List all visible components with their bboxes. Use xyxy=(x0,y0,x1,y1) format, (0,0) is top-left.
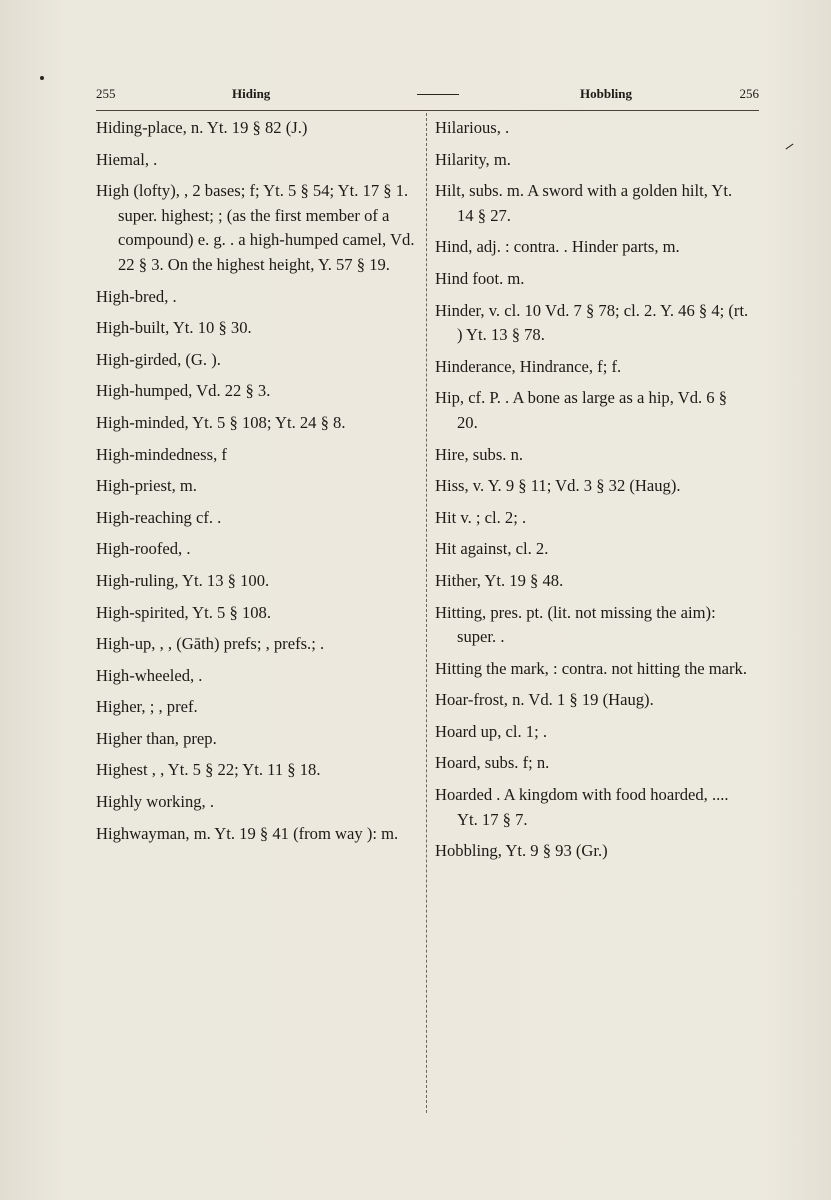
entry: Hoard, subs. f; n. xyxy=(435,753,550,773)
ink-dot xyxy=(40,76,44,80)
entry: Hitting the mark, : contra. not hitting the mark. xyxy=(435,658,747,678)
entry: Hit against, cl. 2. xyxy=(435,539,549,559)
entry: Hinderance, Hindrance, f; f. xyxy=(435,356,622,376)
entry: Highly working, . xyxy=(96,792,214,812)
entry: Hinder, v. cl. 10 Vd. 7 § 78; cl. 2. Y. 46 § 4; (rt. ) Yt. 13 § 78. xyxy=(435,300,749,345)
entry: Hither, Yt. 19 § 48. xyxy=(435,570,564,590)
page-number-right: 256 xyxy=(739,86,759,101)
header-dash xyxy=(417,94,459,95)
header-rule xyxy=(96,110,759,111)
entry: Hip, cf. P. . A bone as large as a hip, Vd. 6 § 20. xyxy=(435,388,728,432)
column-divider xyxy=(426,113,427,1113)
entry: High-minded, Yt. 5 § 108; Yt. 24 § 8. xyxy=(96,412,346,432)
page-number-left: 255 xyxy=(96,86,116,101)
entry: Hitting, pres. pt. (lit. not missing the aim): super. . xyxy=(435,602,716,647)
entry: High-humped, Vd. 22 § 3. xyxy=(96,381,271,401)
entry: Highest , , Yt. 5 § 22; Yt. 11 § 18. xyxy=(96,760,321,780)
entry: Hiding-place, n. Yt. 19 § 82 (J.) xyxy=(96,118,308,137)
entry: Highwayman, m. Yt. 19 § 41 (from way ): m. xyxy=(96,823,399,843)
entry: High-roofed, . xyxy=(96,539,191,559)
entry: Hilt, subs. m. A sword with a golden hilt, Yt. 14 § 27. xyxy=(435,181,733,225)
header-title-left: Hiding xyxy=(232,86,271,101)
entry: High-spirited, Yt. 5 § 108. xyxy=(96,602,271,622)
entry: Hind, adj. : contra. . Hinder parts, m. xyxy=(435,237,680,257)
entry: High-mindedness, f xyxy=(96,444,227,464)
running-header xyxy=(96,84,759,106)
ink-tick xyxy=(786,144,794,150)
right-column xyxy=(435,116,751,871)
left-column xyxy=(96,116,418,853)
entry: Higher, ; , pref. xyxy=(96,697,198,717)
header-title-right: Hobbling xyxy=(580,86,633,101)
entry: High-bred, . xyxy=(96,286,177,306)
entry: Hoar-frost, n. Vd. 1 § 19 (Haug). xyxy=(435,690,654,710)
entry: Hiss, v. Y. 9 § 11; Vd. 3 § 32 (Haug). xyxy=(435,476,681,496)
entry: High-girded, (G. ). xyxy=(96,349,221,369)
entry: Hiemal, . xyxy=(96,149,158,169)
entry: High (lofty), , 2 bases; f; Yt. 5 § 54; Yt. 17 § 1. super. highest; ; (as the first member of a compound) e. g. . a high-humped camel, Vd. 22 § 3. On the highest height, Y. 57 § 19. xyxy=(96,181,415,274)
entry: Hind foot. m. xyxy=(435,268,525,288)
entry: Hobbling, Yt. 9 § 93 (Gr.) xyxy=(435,841,608,861)
entry: Higher than, prep. xyxy=(96,728,217,748)
entry: Hilarity, m. xyxy=(435,149,511,169)
entry: High-wheeled, . xyxy=(96,665,203,685)
entry: High-reaching cf. . xyxy=(96,507,222,527)
entry: Hit v. ; cl. 2; . xyxy=(435,507,527,527)
entry: Hilarious, . xyxy=(435,118,510,137)
entry: High-priest, m. xyxy=(96,476,197,496)
entry: Hire, subs. n. xyxy=(435,444,524,464)
entry: High-ruling, Yt. 13 § 100. xyxy=(96,570,270,590)
entry: High-up, , , (Gāth) prefs; , prefs.; . xyxy=(96,634,325,654)
entry: High-built, Yt. 10 § 30. xyxy=(96,318,252,338)
entry: Hoard up, cl. 1; . xyxy=(435,721,547,741)
entry: Hoarded . A kingdom with food hoarded, .... Yt. 17 § 7. xyxy=(435,785,729,829)
